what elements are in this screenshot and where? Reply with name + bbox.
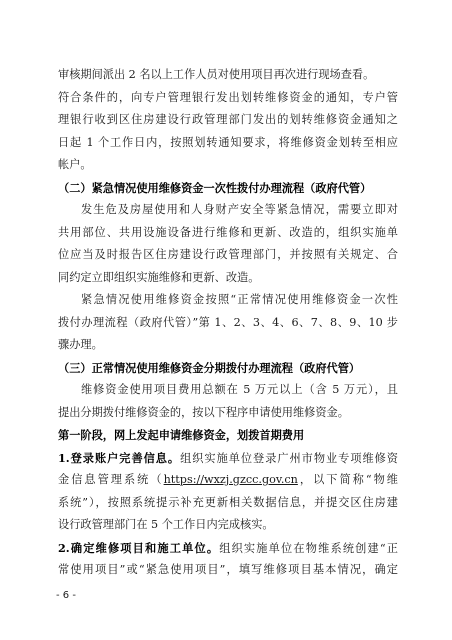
text-segment: 维修资金使用项目费用总额在 5 万元以上（含 5 万元），且: [81, 383, 398, 396]
text-segment: ，以下简称“物维: [297, 473, 398, 486]
text-segment: 日起 1 个工作日内，按照划转通知要求，将维修资金划转至相应: [58, 135, 398, 149]
page-number: - 6 -: [56, 590, 76, 601]
text-line: [58, 87, 398, 110]
text-line: [58, 222, 398, 245]
text-segment: 系统”），按照系统提示补充更新相关数据信息，并提交区住房建: [58, 495, 398, 509]
text-segment: 设行政管理部门在 5 个工作日内完成核实。: [58, 518, 274, 531]
text-line: [58, 402, 398, 425]
text-line: [58, 289, 398, 312]
text-segment: 组织实施单位在物维系统创建“正: [219, 541, 398, 555]
text-segment: 提出分期拨付维修资金的，按以下程序申请使用维修资金。: [58, 405, 349, 419]
text-line: [58, 357, 398, 380]
text-line: [58, 199, 398, 222]
step-heading: 2.确定维修项目和施工单位。: [58, 540, 220, 555]
text-segment: 拨付办理流程（政府代管）”第 1、2、3、4、6、7、8、9、10 步: [58, 315, 398, 329]
text-segment: 符合条件的，向专户管理银行发出划转维修资金的通知，专户管: [58, 90, 398, 104]
text-segment: （二）紧急情况使用维修资金一次性拨付办理流程（政府代管）: [58, 180, 372, 195]
text-segment: 位应当及时报告区住房建设行政管理部门，并按照有关规定、合: [58, 248, 398, 261]
text-segment: 金信息管理系统（: [58, 473, 164, 486]
text-line: [58, 334, 398, 357]
text-segment: 共用部位、共用设施设备进行维修和更新、改造的，组织实施单: [58, 225, 398, 239]
text-line: [58, 492, 398, 515]
text-line: [58, 177, 398, 200]
text-segment: 常使用项目”或“紧急使用项目”，填写维修项目基本情况，确定: [58, 563, 398, 576]
text-segment: 同约定立即组织实施维修和更新、改造。: [58, 270, 260, 284]
text-segment: 第一阶段，网上发起申请维修资金，划拨首期费用: [58, 428, 305, 442]
document-body: [58, 64, 398, 582]
text-line: [58, 154, 398, 177]
text-segment: 审核期间派出 2 名以上工作人员对使用项目再次进行现场查看。: [58, 68, 375, 81]
text-line: [58, 559, 398, 582]
text-line: [58, 379, 398, 402]
text-segment: 帐户。: [58, 158, 92, 171]
text-segment: （三）正常情况使用维修资金分期拨付办理流程（政府代管）: [58, 360, 361, 375]
text-line: [58, 244, 398, 267]
text-line: [58, 469, 398, 492]
text-line: [58, 447, 398, 470]
text-segment: 紧急情况使用维修资金按照“正常情况使用维修资金一次性: [81, 293, 398, 306]
step-heading: 1.登录账户完善信息。: [58, 450, 181, 465]
text-segment: 发生危及房屋使用和人身财产安全等紧急情况，需要立即对: [81, 203, 398, 216]
text-line: [58, 64, 398, 87]
text-line: [58, 514, 398, 537]
text-segment: 组织实施单位登录广州市物业专项维修资: [180, 451, 398, 465]
text-segment: 理银行收到区住房建设行政管理部门发出的划转维修资金通知之: [58, 113, 398, 126]
text-line: [58, 132, 398, 155]
text-segment: 骤办理。: [58, 338, 103, 351]
text-line: [58, 424, 398, 447]
text-line: [58, 537, 398, 560]
system-url-link[interactable]: https://wxzj.gzcc.gov.cn: [163, 473, 298, 486]
text-line: [58, 109, 398, 132]
text-line: [58, 267, 398, 290]
text-line: [58, 312, 398, 335]
